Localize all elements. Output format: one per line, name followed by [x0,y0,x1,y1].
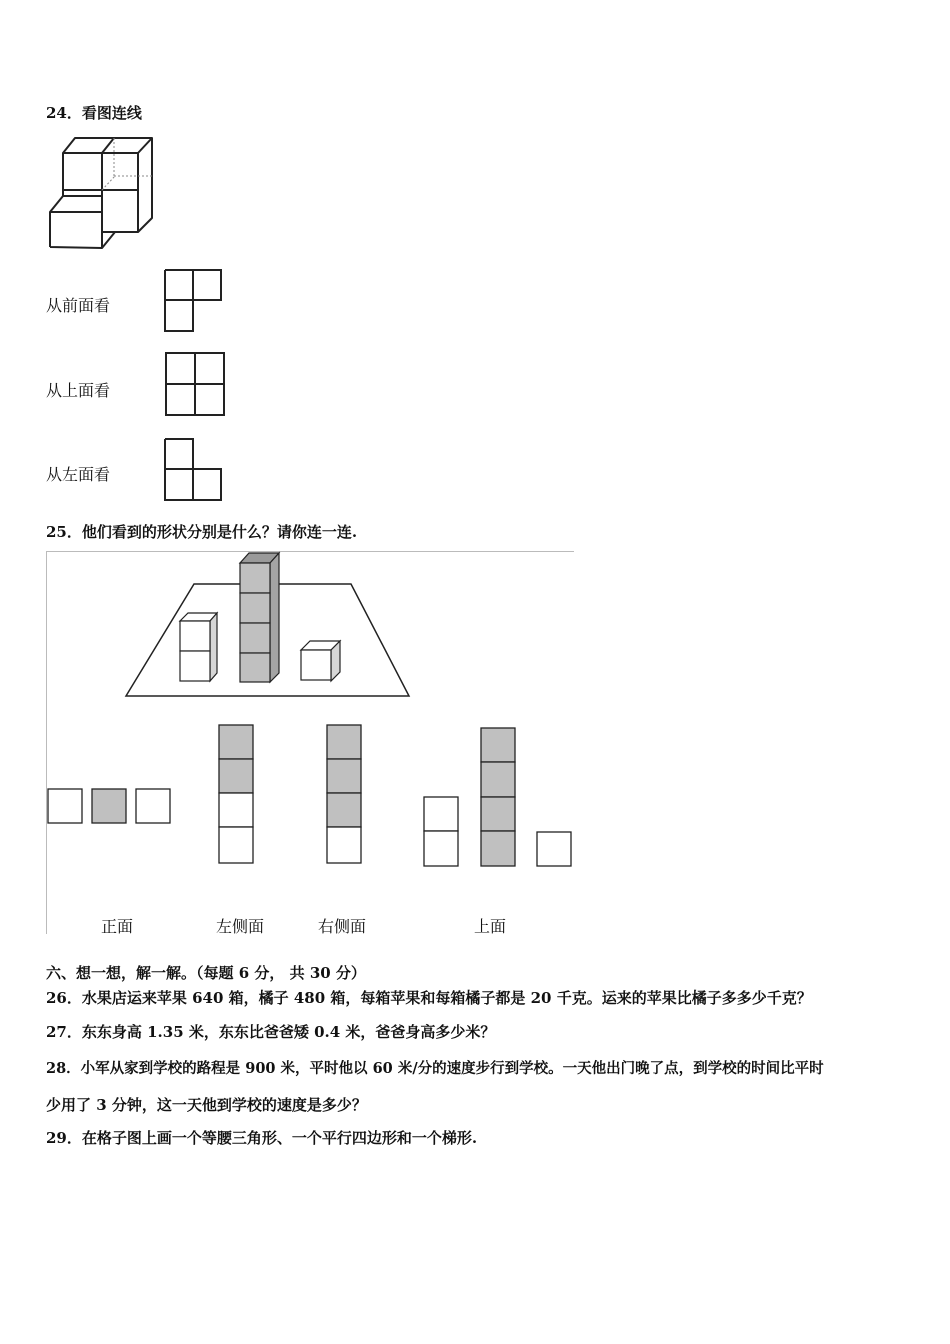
q24-title: 24．看图连线 [46,104,142,122]
caption-left-side: 左侧面 [216,917,265,936]
view-top-shape [164,351,228,418]
caption-front: 正面 [101,917,134,936]
view-label-left: 从左面看 [46,465,111,484]
q25-title: 25．他们看到的形状分别是什么？请你连一连. [46,523,358,541]
section-heading: 六、想一想，解一解。（每题 6 分， 共 30 分） [46,964,366,982]
problem-28-line1: 28．小军从家到学校的路程是 900 米，平时他以 60 米/分的速度步行到学校。一天他出门晚了点，到学校的时间比平时 [46,1060,824,1077]
view-left-shape [163,437,225,503]
problem-27: 27．东东身高 1.35 米，东东比爸爸矮 0.4 米，爸爸身高多少米？ [46,1023,496,1041]
q24-solid-figure [40,132,170,257]
view-label-top: 从上面看 [46,381,111,400]
caption-right-side: 右侧面 [318,917,367,936]
q25-figure [46,551,574,936]
problem-28-line2: 少用了 3 分钟，这一天他到学校的速度是多少？ [46,1096,367,1114]
problem-26: 26．水果店运来苹果 640 箱，橘子 480 箱，每箱苹果和每箱橘子都是 20 千克。运来的苹果比橘子多多少千克？ [46,989,812,1007]
problem-29: 29．在格子图上画一个等腰三角形、一个平行四边形和一个梯形. [46,1129,478,1147]
view-label-front: 从前面看 [46,296,111,315]
view-front-shape [163,268,225,334]
caption-top: 上面 [474,917,507,936]
